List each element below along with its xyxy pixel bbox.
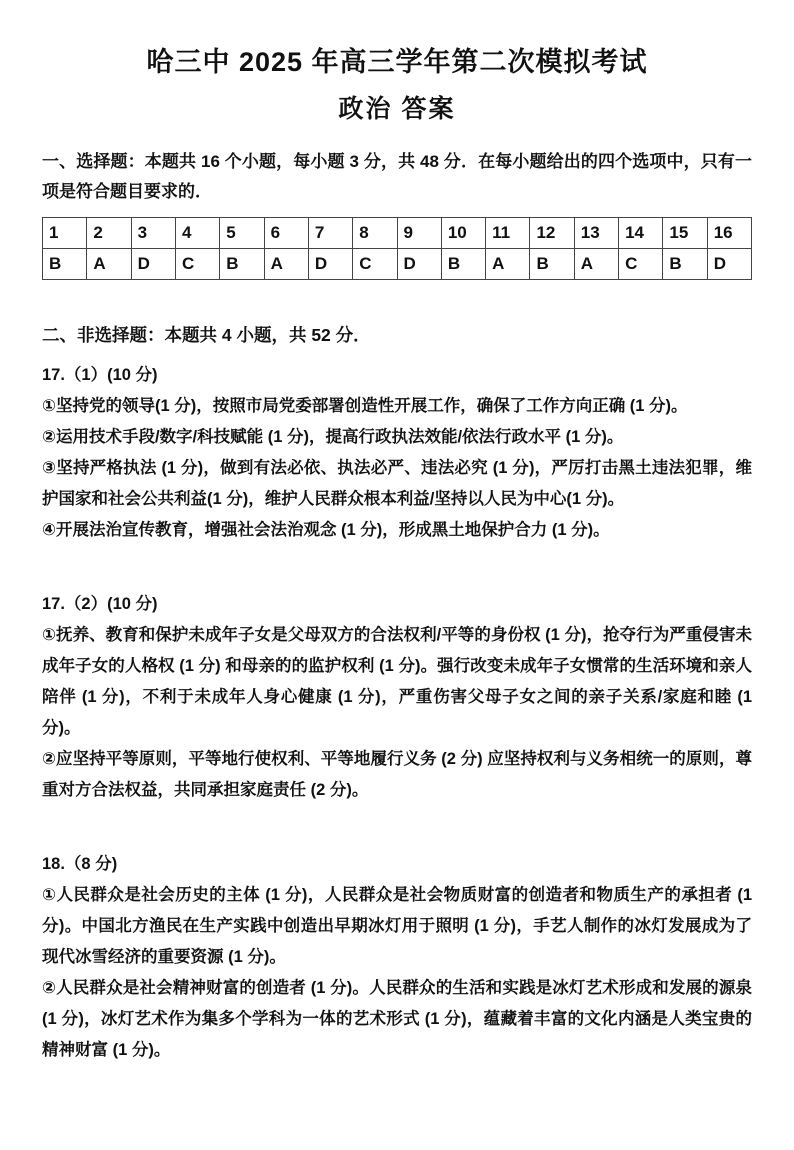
answer-paragraph: ①人民群众是社会历史的主体 (1 分)，人民群众是社会物质财富的创造者和物质生产的承担者 (1 分)。中国北方渔民在生产实践中创造出早期冰灯用于照明 (1 分)，手艺人制作的冰灯发展成为了现代冰雪经济的重要资源 (1 分)。 xyxy=(42,885,752,966)
answer-letter-row-cell: D xyxy=(397,248,441,279)
answer-paragraph: ①抚养、教育和保护未成年子女是父母双方的合法权利/平等的身份权 (1 分)，抢夺行为严重侵害未成年子女的人格权 (1 分) 和母亲的的监护权利 (1 分)。强行改变未成年子女惯常的生活环境和亲人陪伴 (1 分)，不利于未成年人身心健康 (1 分)，严重伤害父母子女之间的亲子关系/家庭和睦 (1 分)。 xyxy=(42,625,752,737)
question-number-row-cell: 16 xyxy=(707,217,751,248)
answer-letter-row-cell: B xyxy=(663,248,707,279)
question-number-row-cell: 13 xyxy=(574,217,618,248)
answer-paragraph: ③坚持严格执法 (1 分)，做到有法必依、执法必严、违法必究 (1 分)，严厉打击黑土违法犯罪，维护国家和社会公共利益(1 分)，维护人民群众根本利益/坚持以人民为中心(1 分)。 xyxy=(42,458,752,508)
answer-letter-row-cell: A xyxy=(264,248,308,279)
question-number-row-cell: 6 xyxy=(264,217,308,248)
question-number-row xyxy=(43,217,752,248)
question-number-row-cell: 2 xyxy=(87,217,131,248)
question-number-row-cell: 4 xyxy=(175,217,219,248)
answer-letter-row-cell: A xyxy=(574,248,618,279)
answer-letter-row-cell: D xyxy=(707,248,751,279)
answer-paragraph: ②运用技术手段/数字/科技赋能 (1 分)，提高行政执法效能/依法行政水平 (1 分)。 xyxy=(42,427,624,446)
answer-paragraph: ④开展法治宣传教育，增强社会法治观念 (1 分)，形成黑土地保护合力 (1 分)。 xyxy=(42,520,610,539)
answer-letter-row-cell: D xyxy=(131,248,175,279)
choice-section-heading: 一、选择题：本题共 16 个小题，每小题 3 分，共 48 分．在每小题给出的四个选项中，只有一项是符合题目要求的． xyxy=(42,152,752,201)
question-number-row-cell: 12 xyxy=(530,217,574,248)
question-block xyxy=(42,590,752,806)
question-number-row-cell: 14 xyxy=(619,217,663,248)
question-number-row-cell: 15 xyxy=(663,217,707,248)
question-number-row-cell: 3 xyxy=(131,217,175,248)
answer-table-body xyxy=(43,217,752,279)
question-number-row-cell: 5 xyxy=(220,217,264,248)
question-number-row-cell: 8 xyxy=(353,217,397,248)
answer-letter-row-cell: C xyxy=(353,248,397,279)
exam-subtitle: 政治 答案 xyxy=(338,95,456,123)
question-number-row-cell: 10 xyxy=(441,217,485,248)
question-number-row-cell: 11 xyxy=(486,217,530,248)
questions xyxy=(42,361,752,1066)
answer-letter-row-cell: C xyxy=(175,248,219,279)
answer-paragraph: ②应坚持平等原则，平等地行使权利、平等地履行义务 (2 分) 应坚持权利与义务相统一的原则，尊重对方合法权益，共同承担家庭责任 (2 分)。 xyxy=(42,749,752,799)
question-block xyxy=(42,850,752,1066)
answer-letter-row-cell: A xyxy=(87,248,131,279)
question-label: 17.（1）(10 分) xyxy=(42,365,158,384)
answer-letter-row-cell: B xyxy=(220,248,264,279)
answer-letter-row-cell: B xyxy=(530,248,574,279)
question-label: 17.（2）(10 分) xyxy=(42,594,158,613)
question-number-row-cell: 7 xyxy=(308,217,352,248)
answer-letter-row-cell: A xyxy=(486,248,530,279)
answer-letter-row-cell: D xyxy=(308,248,352,279)
answer-letter-row-cell: B xyxy=(43,248,87,279)
answer-paragraph: ①坚持党的领导(1 分)，按照市局党委部署创造性开展工作，确保了工作方向正确 (1 分)。 xyxy=(42,396,688,415)
question-label: 18.（8 分) xyxy=(42,854,118,873)
exam-title: 哈三中 2025 年高三学年第二次模拟考试 xyxy=(146,47,648,77)
question-number-row-cell: 9 xyxy=(397,217,441,248)
question-block xyxy=(42,361,752,546)
answer-table xyxy=(42,217,752,280)
answer-letter-row-cell: C xyxy=(619,248,663,279)
answer-paragraph: ②人民群众是社会精神财富的创造者 (1 分)。人民群众的生活和实践是冰灯艺术形成和发展的源泉 (1 分)，冰灯艺术作为集多个学科为一体的艺术形式 (1 分)，蕴藏着丰富的文化内涵是人类宝贵的精神财富 (1 分)。 xyxy=(42,978,752,1059)
answer-letter-row-cell: B xyxy=(441,248,485,279)
answer-letter-row xyxy=(43,248,752,279)
non-choice-section-heading: 二、非选择题：本题共 4 小题，共 52 分． xyxy=(42,324,371,345)
question-number-row-cell: 1 xyxy=(43,217,87,248)
